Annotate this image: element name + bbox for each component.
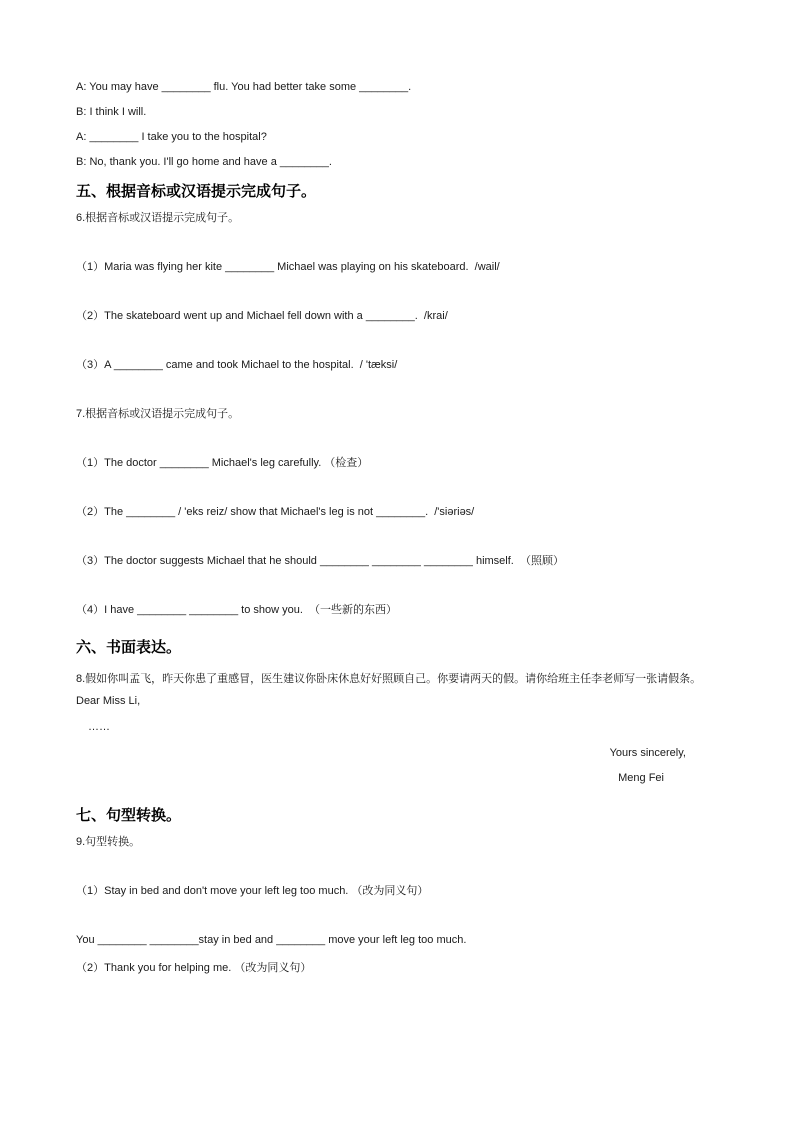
section-7-heading: 七、句型转换。 bbox=[76, 807, 182, 824]
dialog-line-4: B: No, thank you. I'll go home and have a ________. bbox=[76, 156, 332, 168]
dialog-line-2: B: I think I will. bbox=[76, 106, 147, 118]
q9-item-2: （2）Thank you for helping me. （改为同义句） bbox=[76, 962, 312, 974]
q9-answer-line: You ________ ________stay in bed and ________ move your left leg too much. bbox=[76, 934, 467, 946]
dialog-line-1: A: You may have ________ flu. You had better take some ________. bbox=[76, 81, 412, 93]
question-8-prompt: 8.假如你叫孟飞，昨天你患了重感冒，医生建议你卧床休息好好照顾自己。你要请两天的假。请你给班主任李老师写一张请假条。 bbox=[76, 673, 702, 685]
letter-body-placeholder: …… bbox=[88, 721, 110, 733]
section-6-heading: 六、书面表达。 bbox=[76, 639, 182, 656]
q7-item-1: （1）The doctor ________ Michael's leg carefully. （检查） bbox=[76, 457, 369, 469]
question-7-stem: 7.根据音标或汉语提示完成句子。 bbox=[76, 408, 240, 420]
dialog-line-3: A: ________ I take you to the hospital? bbox=[76, 131, 267, 143]
question-9-stem: 9.句型转换。 bbox=[76, 836, 141, 848]
q6-item-3: （3）A ________ came and took Michael to the hospital. / 'tæksi/ bbox=[76, 359, 398, 371]
question-6-stem: 6.根据音标或汉语提示完成句子。 bbox=[76, 212, 240, 224]
letter-closing: Yours sincerely, bbox=[609, 747, 686, 759]
q7-item-4: （4）I have ________ ________ to show you. （一些新的东西） bbox=[76, 604, 398, 616]
q7-item-3: （3）The doctor suggests Michael that he should ________ ________ ________ himself. （照顾） bbox=[76, 555, 564, 567]
q9-item-1: （1）Stay in bed and don't move your left leg too much. （改为同义句） bbox=[76, 885, 429, 897]
section-5-heading: 五、根据音标或汉语提示完成句子。 bbox=[76, 183, 317, 200]
dialog-section bbox=[76, 80, 718, 170]
q6-item-2: （2）The skateboard went up and Michael fell down with a ________. /krai/ bbox=[76, 310, 448, 322]
letter-signature: Meng Fei bbox=[618, 772, 664, 784]
q6-item-1: （1）Maria was flying her kite ________ Michael was playing on his skateboard. /wail/ bbox=[76, 261, 500, 273]
letter-salutation: Dear Miss Li, bbox=[76, 695, 141, 707]
q7-item-2: （2）The ________ / 'eks reiz/ show that Michael's leg is not ________. /'siəriəs/ bbox=[76, 506, 475, 518]
